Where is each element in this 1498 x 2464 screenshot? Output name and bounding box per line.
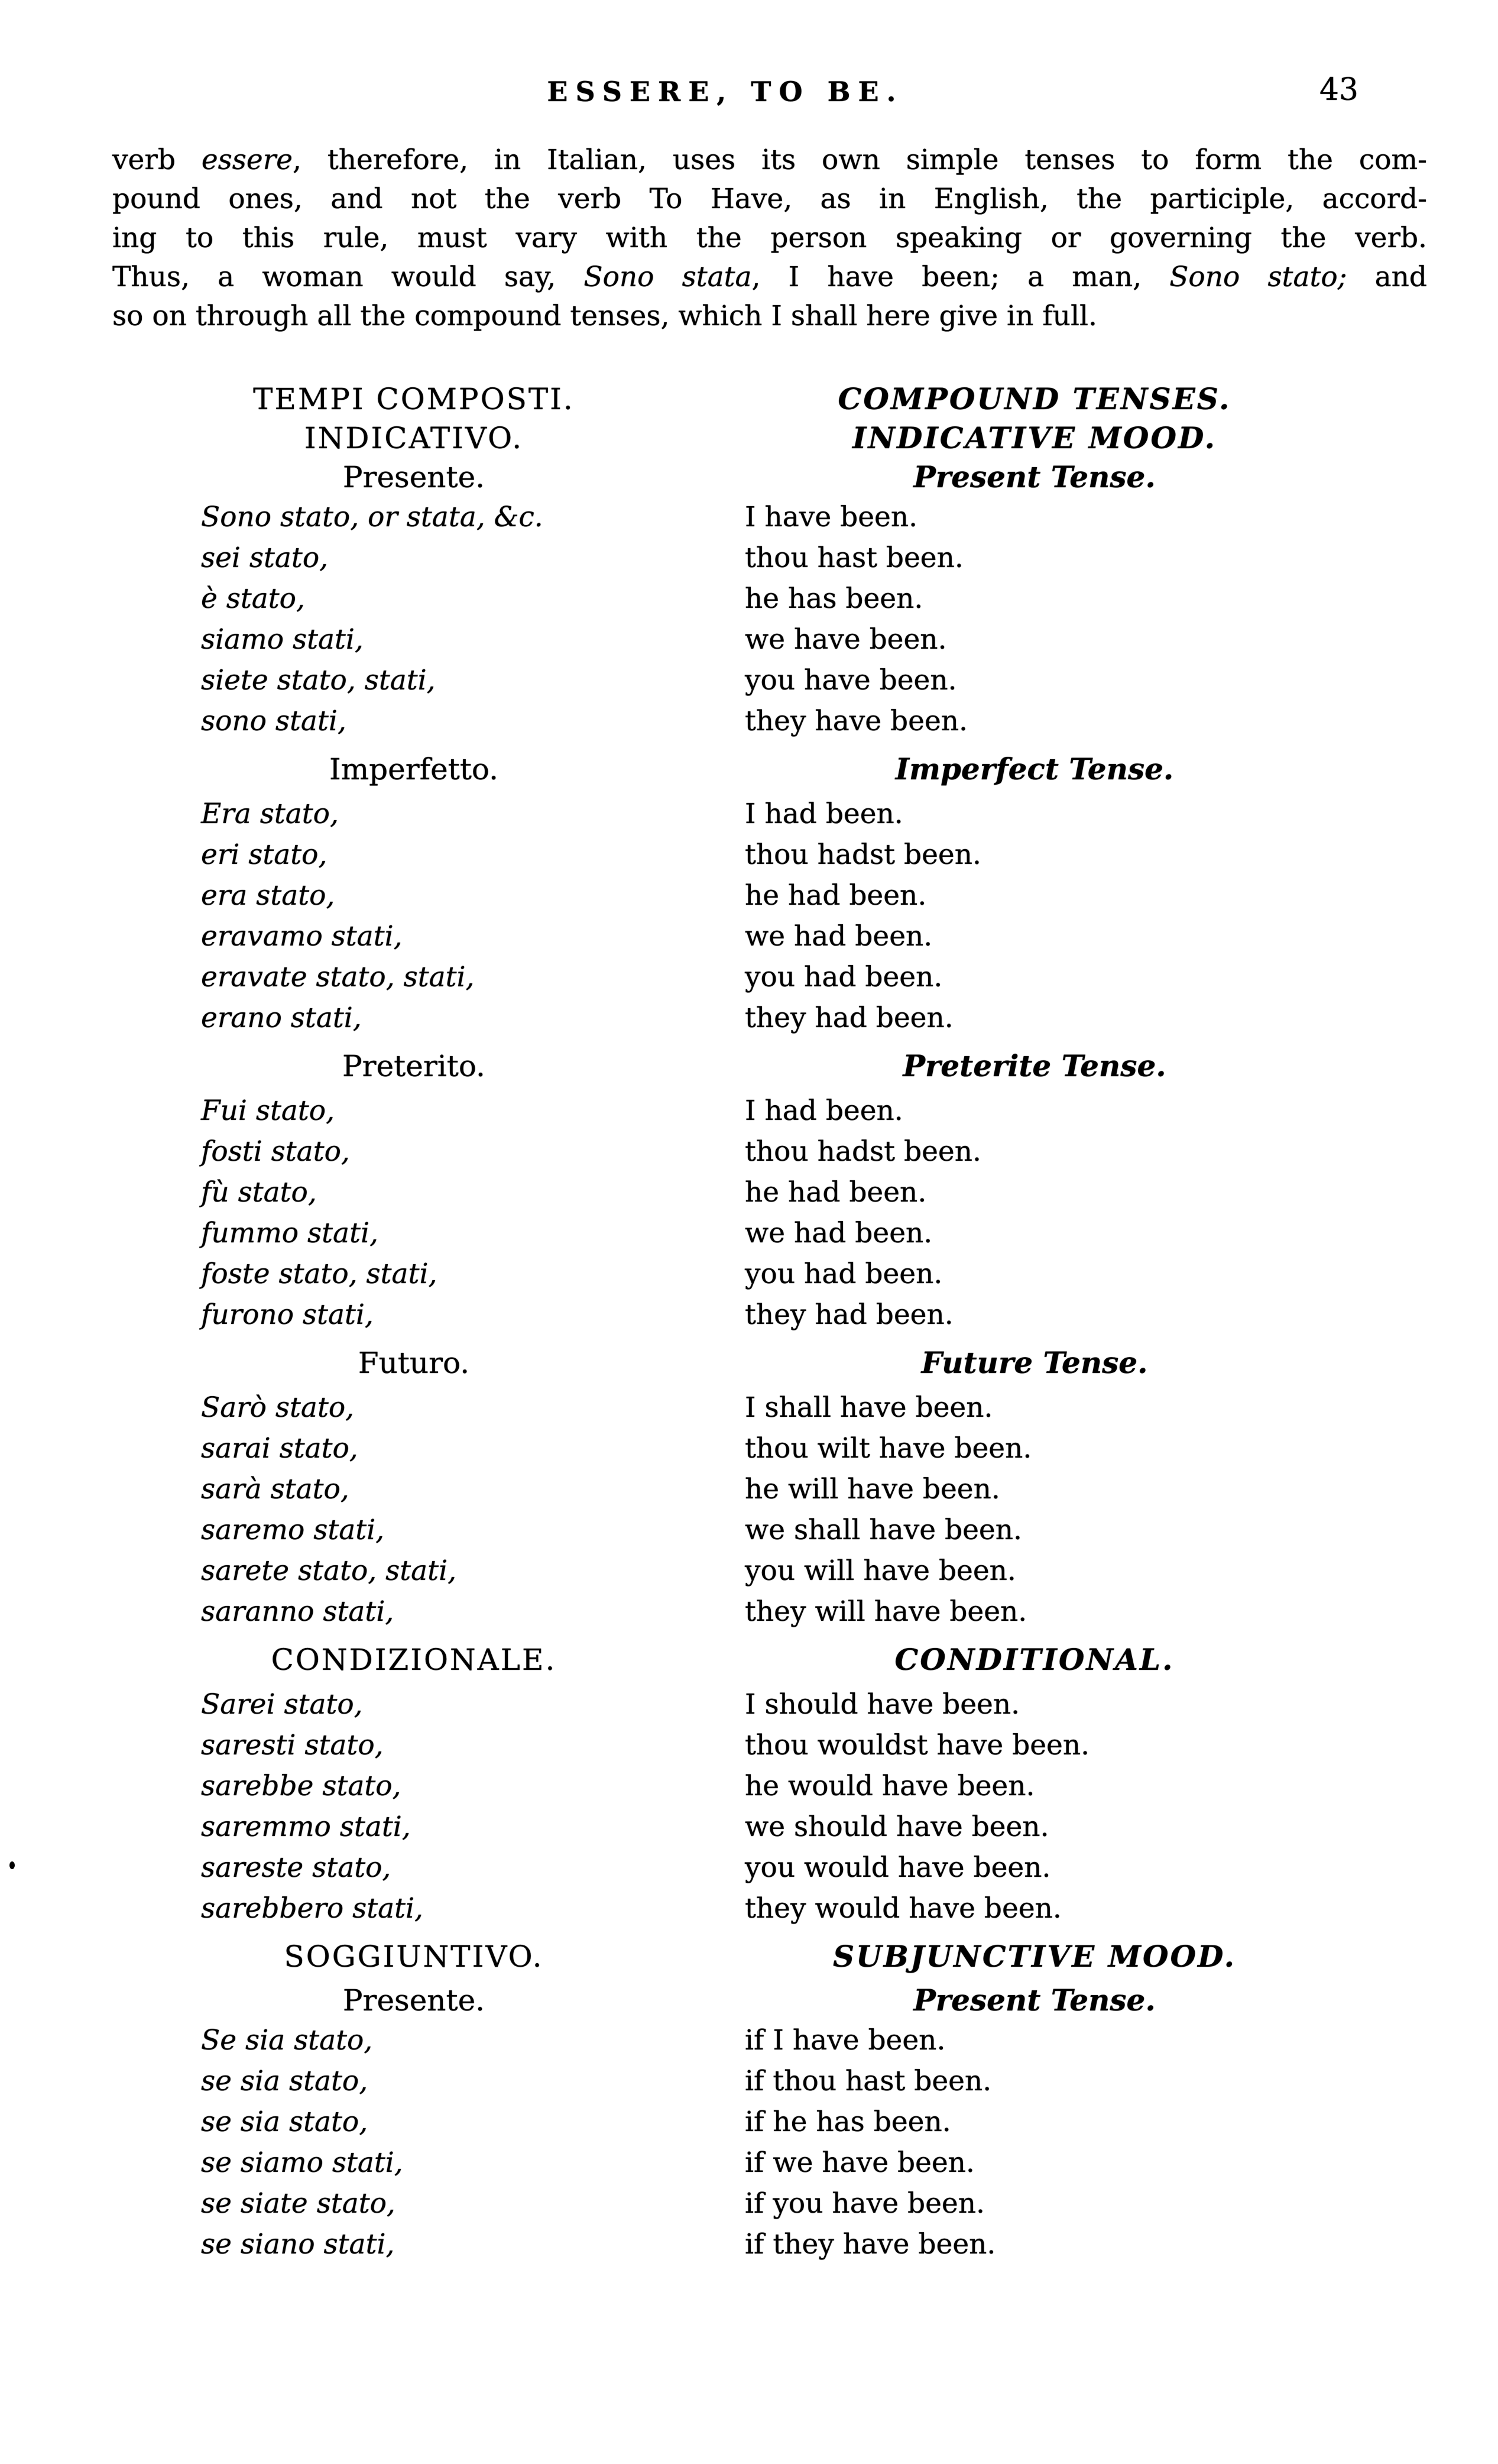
italian-conjugation-line: se siamo stati, [201,2146,403,2179]
page-number: 43 [1319,72,1358,108]
english-translation-line: if they have been. [745,2228,996,2261]
conjugation-table [201,380,1324,2265]
english-translation-line: he has been. [745,582,923,615]
italian-heading: TEMPI COMPOSTI. [253,382,575,416]
intro-line: pound ones, and not the verb To Have, as in English, the participle, accord- [112,183,1427,215]
english-heading: CONDITIONAL. [894,1642,1175,1677]
english-translation-line: we have been. [745,623,947,656]
intro-line: Thus, a woman would say, Sono stata, I have been; a man, Sono stato; and [112,261,1428,293]
italian-heading: INDICATIVO. [304,421,524,455]
english-translation-line: we shall have been. [745,1514,1022,1546]
italian-heading: Presente. [342,1983,485,2018]
english-heading: Present Tense. [913,1983,1156,2018]
english-translation-line: if thou hast been. [745,2065,992,2097]
italian-conjugation-line: eravamo stati, [201,920,403,953]
english-translation-line: I had been. [745,1095,903,1127]
english-translation-line: he will have been. [745,1473,1000,1505]
english-translation-line: he had been. [745,879,927,912]
english-translation-line: I had been. [745,798,903,830]
italian-conjugation-line: se siate stato, [201,2187,395,2220]
italian-heading: SOGGIUNTIVO. [284,1940,544,1974]
english-translation-line: thou hadst been. [745,1135,981,1168]
italian-conjugation-line: erano stati, [201,1002,362,1034]
english-translation-line: they have been. [745,705,968,737]
italian-conjugation-line: se siano stati, [201,2228,395,2261]
italian-conjugation-line: saresti stato, [201,1729,384,1762]
english-translation-line: if we have been. [745,2146,975,2179]
english-translation-line: he had been. [745,1176,927,1209]
english-translation-line: if he has been. [745,2106,951,2138]
italian-conjugation-line: Fui stato, [201,1095,335,1127]
english-heading: Future Tense. [921,1345,1148,1380]
ink-speck-artifact [9,1861,15,1869]
italian-conjugation-line: era stato, [201,879,335,912]
italian-conjugation-line: Se sia stato, [201,2024,373,2057]
italian-conjugation-line: è stato, [201,582,305,615]
running-head: ESSERE, TO BE. [547,76,904,108]
english-translation-line: I should have been. [745,1688,1020,1721]
italian-conjugation-line: eravate stato, stati, [201,961,475,993]
italian-conjugation-line: fù stato, [201,1176,317,1209]
italian-conjugation-line: Era stato, [201,798,339,830]
english-translation-line: I have been. [745,501,918,533]
english-heading: Present Tense. [913,459,1156,494]
english-translation-line: thou hast been. [745,542,964,574]
italian-conjugation-line: sarai stato, [201,1432,358,1465]
english-heading: Preterite Tense. [903,1048,1166,1083]
english-translation-line: you had been. [745,961,943,993]
english-translation-line: he would have been. [745,1770,1035,1802]
italian-conjugation-line: foste stato, stati, [201,1258,437,1290]
english-translation-line: thou hadst been. [745,838,981,871]
italian-conjugation-line: saranno stati, [201,1595,394,1628]
italian-conjugation-line: siamo stati, [201,623,364,656]
english-heading: COMPOUND TENSES. [838,381,1231,416]
english-translation-line: we should have been. [745,1811,1049,1843]
english-heading: INDICATIVE MOOD. [852,420,1217,455]
italian-conjugation-line: Sono stato, or stata, &c. [201,501,543,533]
intro-paragraph [112,141,1427,336]
italian-conjugation-line: sareste stato, [201,1851,391,1884]
english-heading: SUBJUNCTIVE MOOD. [832,1939,1237,1974]
italian-conjugation-line: se sia stato, [201,2065,368,2097]
italian-conjugation-line: sei stato, [201,542,329,574]
italian-heading: Preterito. [342,1049,485,1083]
italian-conjugation-line: sarebbe stato, [201,1770,401,1802]
italian-conjugation-line: furono stati, [201,1299,374,1331]
intro-line: ing to this rule, must vary with the person speaking or governing the verb. [112,222,1427,254]
italian-conjugation-line: Sarei stato, [201,1688,363,1721]
english-translation-line: if I have been. [745,2024,946,2057]
english-translation-line: they had been. [745,1299,954,1331]
intro-line: verb essere, therefore, in Italian, uses its own simple tenses to form the com- [112,144,1427,176]
english-translation-line: they would have been. [745,1892,1062,1925]
italian-conjugation-line: sono stati, [201,705,346,737]
italian-conjugation-line: Sarò stato, [201,1391,355,1424]
english-translation-line: I shall have been. [745,1391,993,1424]
english-translation-line: they had been. [745,1002,954,1034]
english-translation-line: they will have been. [745,1595,1027,1628]
english-translation-line: we had been. [745,920,933,953]
english-translation-line: thou wouldst have been. [745,1729,1090,1762]
italian-conjugation-line: eri stato, [201,838,328,871]
english-heading: Imperfect Tense. [895,752,1174,786]
english-translation-line: we had been. [745,1217,933,1249]
italian-conjugation-line: sarete stato, stati, [201,1555,457,1587]
intro-line: so on through all the compound tenses, which I shall here give in full. [112,300,1097,332]
english-translation-line: if you have been. [745,2187,985,2220]
italian-heading: Futuro. [358,1346,470,1380]
english-translation-line: thou wilt have been. [745,1432,1032,1465]
english-translation-line: you will have been. [745,1555,1016,1587]
italian-conjugation-line: fummo stati, [201,1217,378,1249]
italian-conjugation-line: se sia stato, [201,2106,368,2138]
english-translation-line: you would have been. [745,1851,1051,1884]
italian-conjugation-line: fosti stato, [201,1135,350,1168]
italian-conjugation-line: siete stato, stati, [201,664,436,697]
english-translation-line: you have been. [745,664,957,697]
english-translation-line: you had been. [745,1258,943,1290]
italian-heading: Presente. [342,460,485,494]
italian-heading: Imperfetto. [329,752,499,786]
italian-heading: CONDIZIONALE. [271,1643,557,1677]
italian-conjugation-line: saremmo stati, [201,1811,411,1843]
italian-conjugation-line: sarebbero stati, [201,1892,423,1925]
italian-conjugation-line: sarà stato, [201,1473,349,1505]
italian-conjugation-line: saremo stati, [201,1514,385,1546]
